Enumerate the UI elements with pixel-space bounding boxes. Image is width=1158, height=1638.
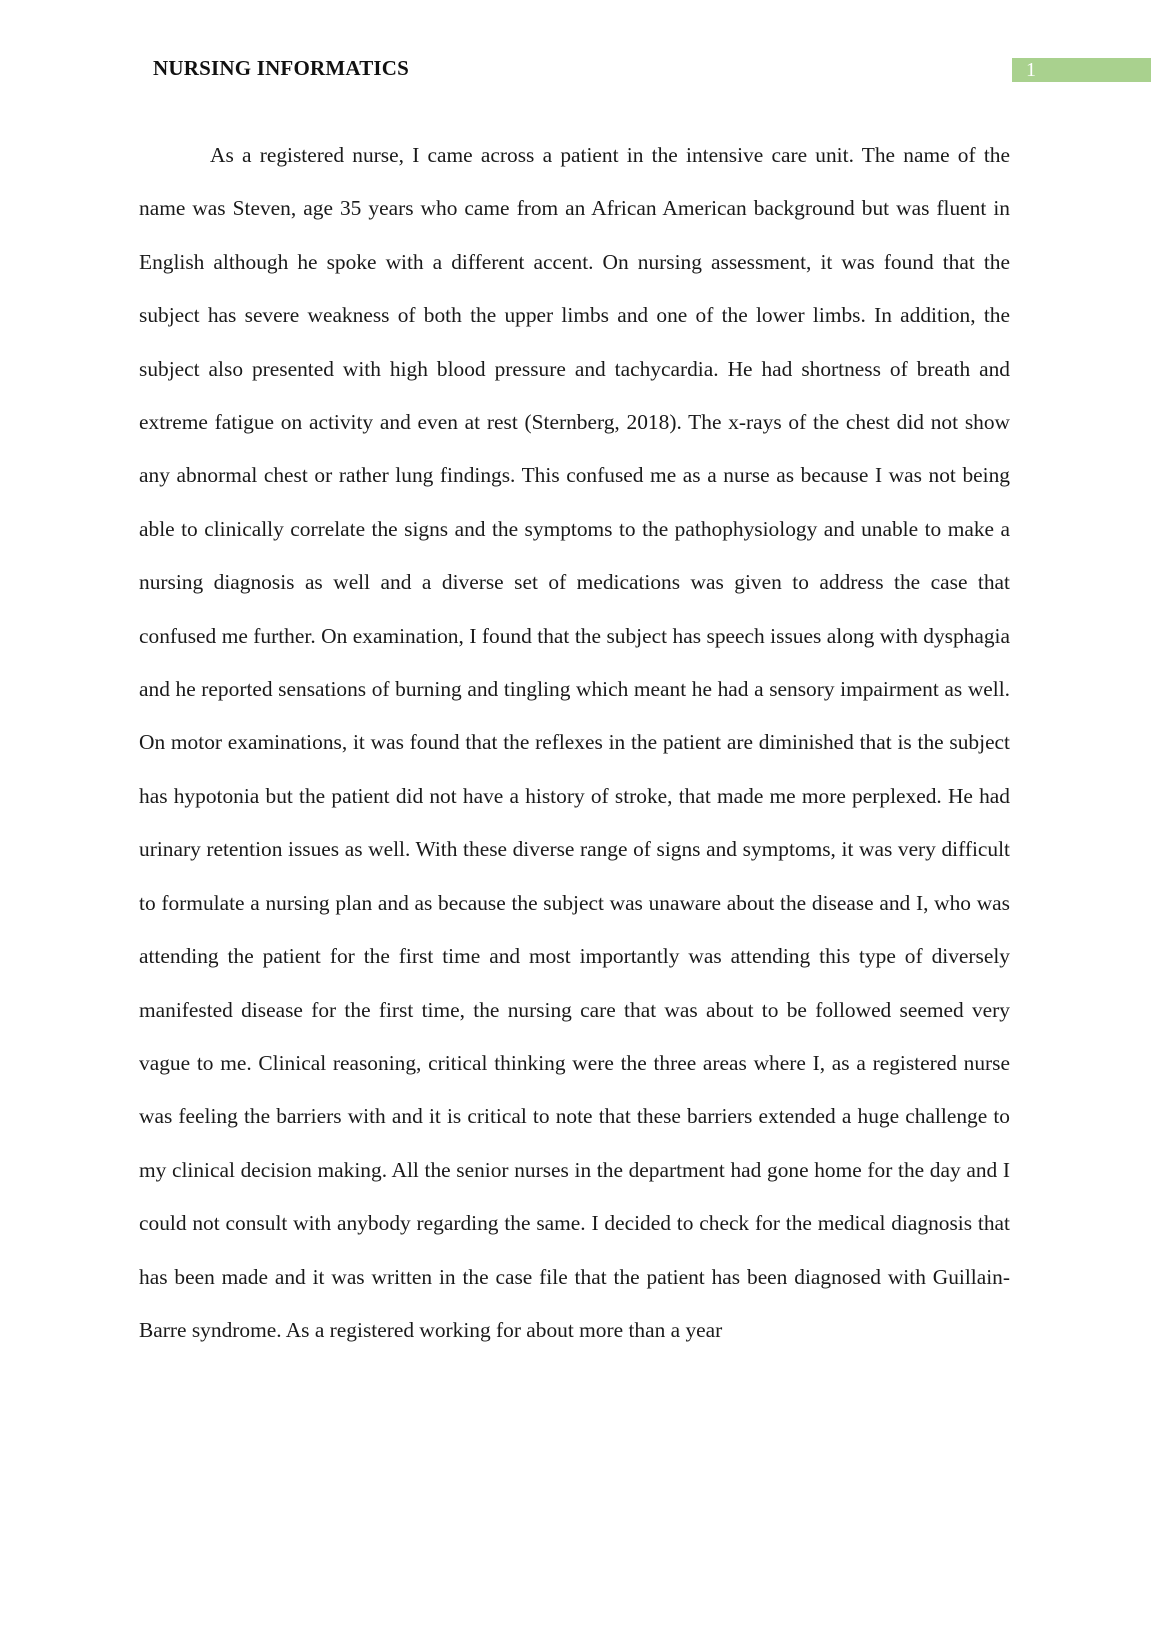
page-number: 1 bbox=[1026, 59, 1036, 81]
body-paragraph: As a registered nurse, I came across a patient in the intensive care unit. The name of the name was Steven, age 35 years who came from an African American background but was fluent in English although he spoke with a different accent. On nursing assessment, it was found that the subject has severe weakness of both the upper limbs and one of the lower limbs. In addition, the subject also presented with high blood pressure and tachycardia. He had shortness of breath and extreme fatigue on activity and even at rest (Sternberg, 2018). The x-rays of the chest did not show any abnormal chest or rather lung findings. This confused me as a nurse as because I was not being able to clinically correlate the signs and the symptoms to the pathophysiology and unable to make a nursing diagnosis as well and a diverse set of medications was given to address the case that confused me further. On examination, I found that the subject has speech issues along with dysphagia and he reported sensations of burning and tingling which meant he had a sensory impairment as well. On motor examinations, it was found that the reflexes in the patient are diminished that is the subject has hypotonia but the patient did not have a history of stroke, that made me more perplexed. He had urinary retention issues as well. With these diverse range of signs and symptoms, it was very difficult to formulate a nursing plan and as because the subject was unaware about the disease and I, who was attending the patient for the first time and most importantly was attending this type of diversely manifested disease for the first time, the nursing care that was about to be followed seemed very vague to me. Clinical reasoning, critical thinking were the three areas where I, as a registered nurse was feeling the barriers with and it is critical to note that these barriers extended a huge challenge to my clinical decision making. All the senior nurses in the department had gone home for the day and I could not consult with anybody regarding the same. I decided to check for the medical diagnosis that has been made and it was written in the case file that the patient has been diagnosed with Guillain-Barre syndrome. As a registered working for about more than a year bbox=[139, 143, 1010, 1342]
page-number-box bbox=[1012, 58, 1151, 82]
running-head: NURSING INFORMATICS bbox=[153, 56, 410, 80]
